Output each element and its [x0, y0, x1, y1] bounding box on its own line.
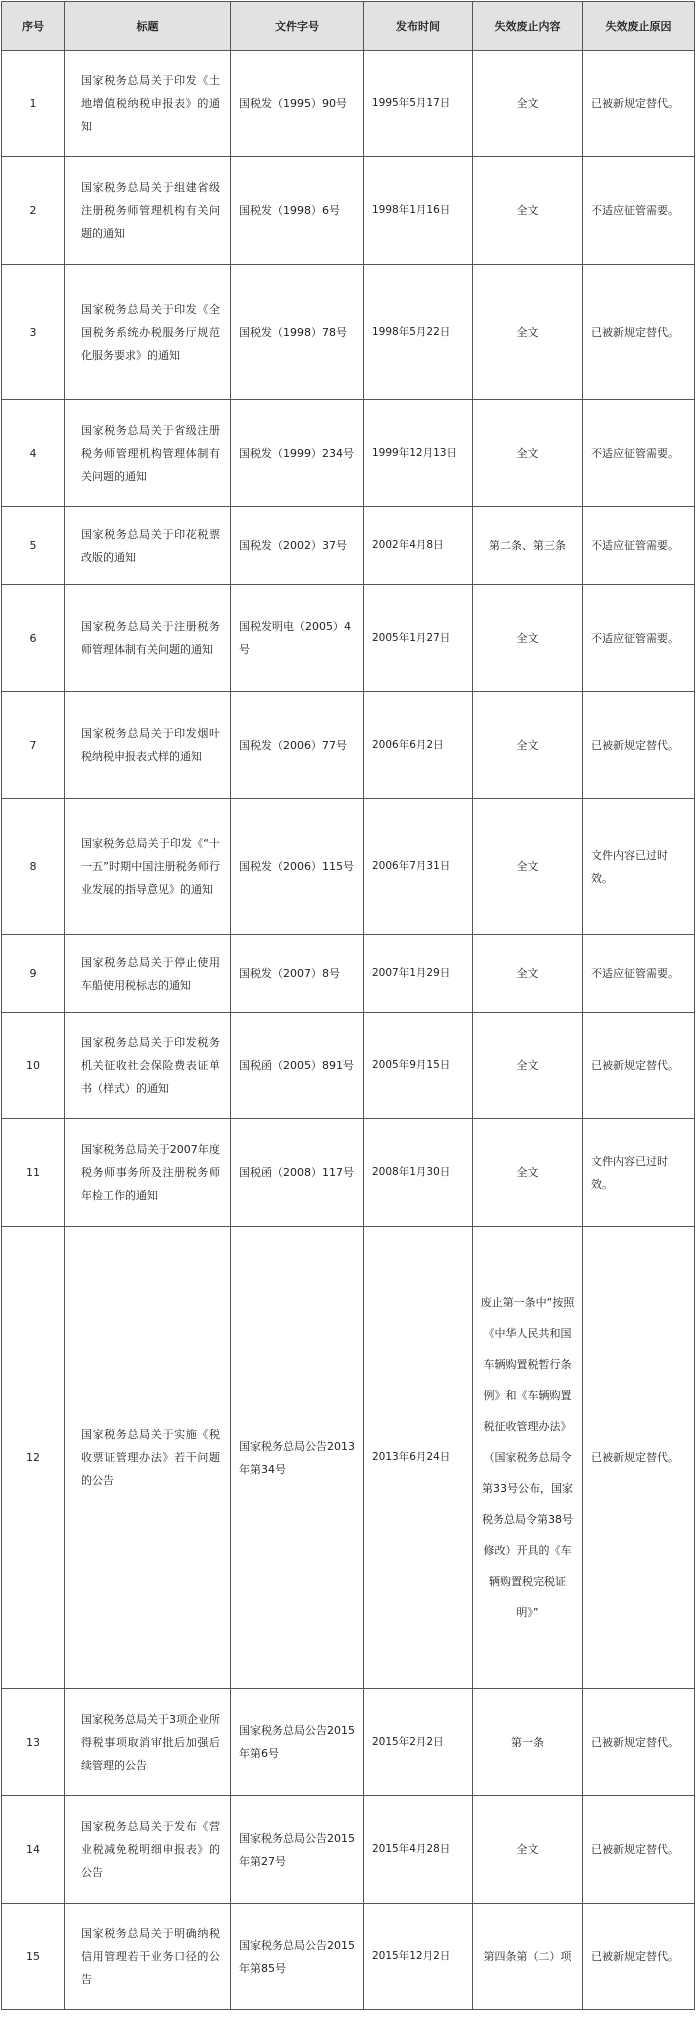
row-reason: 已被新规定替代。: [583, 1689, 695, 1796]
table-row: [2, 400, 695, 507]
row-doc-number: 国税发（1999）234号: [231, 400, 364, 507]
table-row: [2, 799, 695, 935]
row-doc-number: 国税发（1995）90号: [231, 51, 364, 157]
row-reason: 已被新规定替代。: [583, 51, 695, 157]
table-row: [2, 1227, 695, 1689]
header-doc-number: 文件字号: [231, 2, 364, 51]
row-title: 国家税务总局关于明确纳税信用管理若干业务口径的公告: [65, 1904, 231, 2010]
row-title: 国家税务总局关于注册税务师管理体制有关问题的通知: [65, 585, 231, 692]
table-row: [2, 1013, 695, 1119]
row-scope: 全文: [473, 799, 583, 935]
row-date: 1995年5月17日: [364, 51, 473, 157]
row-title: 国家税务总局关于印发烟叶税纳税申报表式样的通知: [65, 692, 231, 799]
header-title: 标题: [65, 2, 231, 51]
row-scope: 全文: [473, 1796, 583, 1904]
header-scope: 失效废止内容: [473, 2, 583, 51]
row-no: 12: [2, 1227, 65, 1689]
row-reason: 不适应征管需要。: [583, 400, 695, 507]
row-title: 国家税务总局关于组建省级注册税务师管理机构有关问题的通知: [65, 157, 231, 265]
row-scope: 全文: [473, 585, 583, 692]
row-no: 9: [2, 935, 65, 1013]
row-doc-number: 国家税务总局公告2013年第34号: [231, 1227, 364, 1689]
row-title: 国家税务总局关于停止使用车船使用税标志的通知: [65, 935, 231, 1013]
row-doc-number: 国家税务总局公告2015年第85号: [231, 1904, 364, 2010]
row-doc-number: 国税发（2006）77号: [231, 692, 364, 799]
table-row: [2, 51, 695, 157]
row-scope: 全文: [473, 157, 583, 265]
row-doc-number: 国税发明电（2005）4号: [231, 585, 364, 692]
row-date: 2015年2月2日: [364, 1689, 473, 1796]
row-title: 国家税务总局关于发布《营业税减免税明细申报表》的公告: [65, 1796, 231, 1904]
row-reason: 已被新规定替代。: [583, 1904, 695, 2010]
row-doc-number: 国税发（1998）78号: [231, 265, 364, 400]
row-date: 2008年1月30日: [364, 1119, 473, 1227]
row-scope: 全文: [473, 400, 583, 507]
row-date: 2005年1月27日: [364, 585, 473, 692]
row-scope: 全文: [473, 1013, 583, 1119]
row-title: 国家税务总局关于2007年度税务师事务所及注册税务师年检工作的通知: [65, 1119, 231, 1227]
row-doc-number: 国税函（2008）117号: [231, 1119, 364, 1227]
row-reason: 不适应征管需要。: [583, 157, 695, 265]
row-no: 8: [2, 799, 65, 935]
row-title: 国家税务总局关于实施《税收票证管理办法》若干问题的公告: [65, 1227, 231, 1689]
header-date: 发布时间: [364, 2, 473, 51]
table-row: [2, 692, 695, 799]
row-no: 10: [2, 1013, 65, 1119]
repeal-table: [1, 1, 695, 2010]
row-title: 国家税务总局关于印发《全国税务系统办税服务厅规范化服务要求》的通知: [65, 265, 231, 400]
row-reason: 已被新规定替代。: [583, 1796, 695, 1904]
row-no: 14: [2, 1796, 65, 1904]
row-no: 6: [2, 585, 65, 692]
row-date: 2007年1月29日: [364, 935, 473, 1013]
header-reason: 失效废止原因: [583, 2, 695, 51]
row-scope: 全文: [473, 935, 583, 1013]
row-scope: 全文: [473, 51, 583, 157]
row-date: 2002年4月8日: [364, 507, 473, 585]
row-doc-number: 国家税务总局公告2015年第6号: [231, 1689, 364, 1796]
row-date: 1998年5月22日: [364, 265, 473, 400]
header-row: [2, 2, 695, 51]
row-title: 国家税务总局关于省级注册税务师管理机构管理体制有关问题的通知: [65, 400, 231, 507]
row-reason: 不适应征管需要。: [583, 507, 695, 585]
table-row: [2, 1904, 695, 2010]
row-no: 15: [2, 1904, 65, 2010]
table-row: [2, 157, 695, 265]
row-title: 国家税务总局关于印发《土地增值税纳税申报表》的通知: [65, 51, 231, 157]
row-reason: 已被新规定替代。: [583, 1013, 695, 1119]
row-scope: 第四条第（二）项: [473, 1904, 583, 2010]
table-row: [2, 1119, 695, 1227]
row-date: 2005年9月15日: [364, 1013, 473, 1119]
row-no: 1: [2, 51, 65, 157]
row-no: 4: [2, 400, 65, 507]
row-date: 2013年6月24日: [364, 1227, 473, 1689]
table-row: [2, 507, 695, 585]
header-no: 序号: [2, 2, 65, 51]
row-scope: 全文: [473, 1119, 583, 1227]
row-no: 7: [2, 692, 65, 799]
row-no: 2: [2, 157, 65, 265]
table-row: [2, 1689, 695, 1796]
row-reason: 已被新规定替代。: [583, 265, 695, 400]
row-doc-number: 国税发（2006）115号: [231, 799, 364, 935]
row-reason: 已被新规定替代。: [583, 692, 695, 799]
table-row: [2, 265, 695, 400]
row-reason: 已被新规定替代。: [583, 1227, 695, 1689]
row-doc-number: 国税发（2002）37号: [231, 507, 364, 585]
row-doc-number: 国家税务总局公告2015年第27号: [231, 1796, 364, 1904]
row-date: 2006年7月31日: [364, 799, 473, 935]
row-no: 13: [2, 1689, 65, 1796]
table-row: [2, 1796, 695, 1904]
row-date: 1999年12月13日: [364, 400, 473, 507]
row-reason: 文件内容已过时效。: [583, 799, 695, 935]
row-title: 国家税务总局关于3项企业所得税事项取消审批后加强后续管理的公告: [65, 1689, 231, 1796]
row-scope: 全文: [473, 265, 583, 400]
row-date: 1998年1月16日: [364, 157, 473, 265]
row-doc-number: 国税发（2007）8号: [231, 935, 364, 1013]
row-no: 3: [2, 265, 65, 400]
table-row: [2, 585, 695, 692]
row-date: 2015年12月2日: [364, 1904, 473, 2010]
row-scope: 第一条: [473, 1689, 583, 1796]
row-scope: 废止第一条中“按照《中华人民共和国车辆购置税暂行条例》和《车辆购置税征收管理办法》（国家税务总局令第33号公布，国家税务总局令第38号修改）开具的《车辆购置税完税证明》”: [473, 1227, 583, 1689]
row-doc-number: 国税函（2005）891号: [231, 1013, 364, 1119]
row-date: 2006年6月2日: [364, 692, 473, 799]
row-title: 国家税务总局关于印发税务机关征收社会保险费表证单书（样式）的通知: [65, 1013, 231, 1119]
row-reason: 文件内容已过时效。: [583, 1119, 695, 1227]
row-scope: 全文: [473, 692, 583, 799]
row-reason: 不适应征管需要。: [583, 935, 695, 1013]
row-no: 11: [2, 1119, 65, 1227]
row-title: 国家税务总局关于印发《“十一五”时期中国注册税务师行业发展的指导意见》的通知: [65, 799, 231, 935]
row-doc-number: 国税发（1998）6号: [231, 157, 364, 265]
table-row: [2, 935, 695, 1013]
row-date: 2015年4月28日: [364, 1796, 473, 1904]
row-no: 5: [2, 507, 65, 585]
row-title: 国家税务总局关于印花税票改版的通知: [65, 507, 231, 585]
row-reason: 不适应征管需要。: [583, 585, 695, 692]
row-scope: 第二条、第三条: [473, 507, 583, 585]
